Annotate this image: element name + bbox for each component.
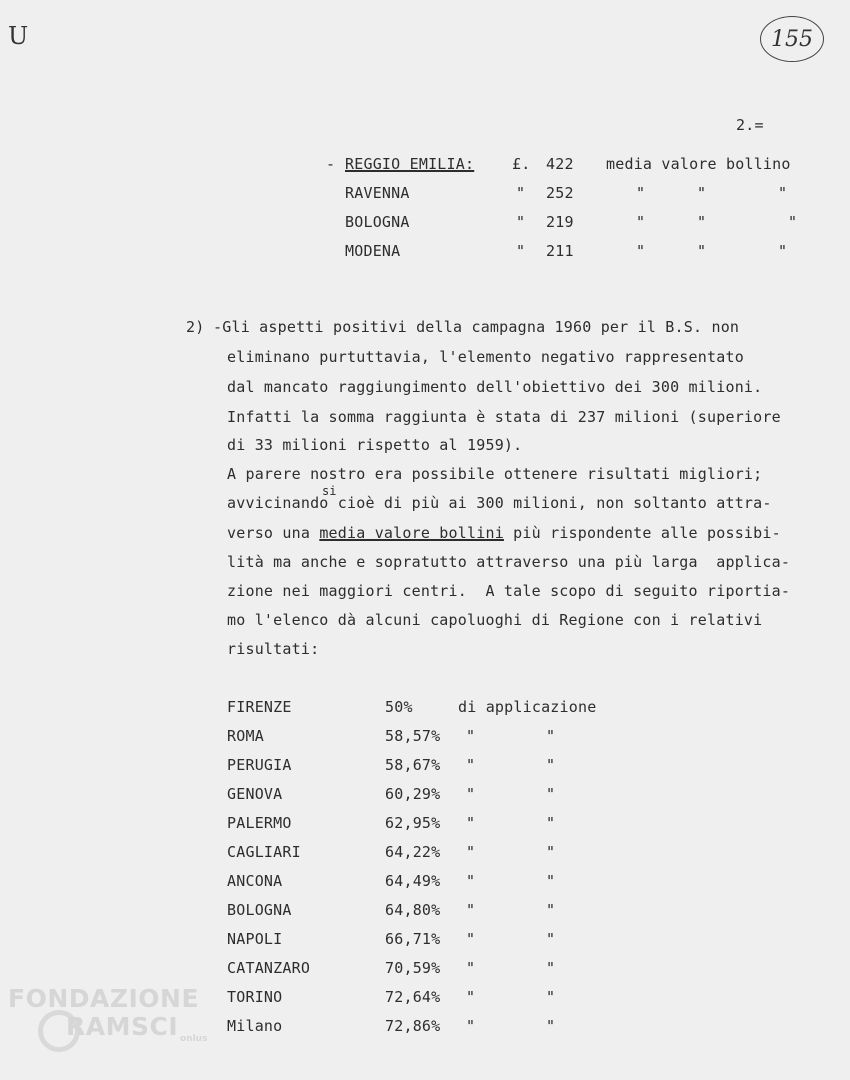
avg-value: 422 — [546, 155, 574, 173]
paragraph-line: A parere nostro era possibile ottenere risultati migliori; — [227, 465, 763, 483]
app-label: di applicazione — [458, 698, 597, 716]
app-pct: 58,57% — [385, 727, 441, 745]
paragraph-line: avvicinando cioè di più ai 300 milioni, non soltanto attra- — [227, 494, 772, 512]
app-city: GENOVA — [227, 785, 283, 803]
app-pct: 66,71% — [385, 930, 441, 948]
app-ditto: " — [546, 814, 556, 832]
paragraph-line: eliminano purtuttavia, l'elemento negativo rappresentato — [227, 348, 744, 366]
avg-ditto: " — [636, 184, 646, 202]
app-city: ANCONA — [227, 872, 283, 890]
avg-currency: £. — [512, 155, 531, 173]
app-ditto: " — [546, 727, 556, 745]
avg-ditto: " — [788, 213, 798, 231]
avg-value: 211 — [546, 242, 574, 260]
paragraph-line: dal mancato raggiungimento dell'obiettivo dei 300 milioni. — [227, 378, 763, 396]
avg-ditto: " — [636, 242, 646, 260]
app-ditto: " — [466, 959, 476, 977]
page-label: 2.= — [736, 116, 764, 134]
app-ditto: " — [466, 988, 476, 1006]
handwritten-corner-mark: U — [8, 22, 29, 50]
app-ditto: " — [466, 727, 476, 745]
handwritten-insert: si — [322, 484, 337, 498]
archive-page-number — [760, 16, 824, 62]
avg-desc: media valore bollino — [606, 155, 791, 173]
app-ditto: " — [546, 959, 556, 977]
app-city: CATANZARO — [227, 959, 311, 977]
section-number: 2) — [186, 318, 205, 336]
app-ditto: " — [466, 756, 476, 774]
app-city: CAGLIARI — [227, 843, 301, 861]
app-pct: 70,59% — [385, 959, 441, 977]
app-ditto: " — [546, 1017, 556, 1035]
avg-currency: " — [516, 242, 526, 260]
app-pct: 50% — [385, 698, 413, 716]
app-pct: 64,49% — [385, 872, 441, 890]
app-pct: 58,67% — [385, 756, 441, 774]
underlined-phrase: media valore bollini — [319, 524, 504, 542]
avg-city-text: REGGIO EMILIA: — [345, 155, 475, 173]
app-ditto: " — [546, 988, 556, 1006]
app-ditto: " — [546, 901, 556, 919]
watermark-line1: FONDAZIONE — [8, 984, 200, 1013]
app-pct: 72,86% — [385, 1017, 441, 1035]
app-ditto: " — [466, 872, 476, 890]
watermark-line2: RAMSCI — [66, 1012, 179, 1041]
avg-ditto: " — [778, 242, 788, 260]
app-city: PERUGIA — [227, 756, 292, 774]
avg-dash: - — [326, 155, 336, 173]
app-city: NAPOLI — [227, 930, 283, 948]
avg-ditto: " — [778, 184, 788, 202]
archive-page-number-text: 155 — [771, 26, 813, 52]
avg-city — [345, 155, 474, 173]
paragraph-line: mo l'elenco dà alcuni capoluoghi di Regione con i relativi — [227, 611, 763, 629]
app-ditto: " — [466, 785, 476, 803]
watermark-line3: onlus — [180, 1034, 208, 1044]
line-segment: più rispondente alle possibi- — [503, 524, 781, 542]
paragraph-line: lità ma anche e sopratutto attraverso una più larga applica- — [227, 553, 791, 571]
app-ditto: " — [466, 901, 476, 919]
avg-ditto: " — [697, 213, 707, 231]
app-ditto: " — [466, 843, 476, 861]
app-city: FIRENZE — [227, 698, 292, 716]
paragraph-line — [227, 524, 781, 542]
paragraph-line: zione nei maggiori centri. A tale scopo di seguito riportia- — [227, 582, 791, 600]
line-segment: verso una — [227, 524, 320, 542]
app-ditto: " — [546, 872, 556, 890]
app-pct: 60,29% — [385, 785, 441, 803]
avg-ditto: " — [636, 213, 646, 231]
app-ditto: " — [466, 814, 476, 832]
paragraph-line: -Gli aspetti positivi della campagna 1960 per il B.S. non — [213, 318, 740, 336]
app-city: Milano — [227, 1017, 283, 1035]
app-ditto: " — [466, 1017, 476, 1035]
app-ditto: " — [546, 756, 556, 774]
foundation-watermark — [8, 984, 208, 1054]
app-city: BOLOGNA — [227, 901, 292, 919]
avg-ditto: " — [697, 242, 707, 260]
app-pct: 62,95% — [385, 814, 441, 832]
avg-city: BOLOGNA — [345, 213, 410, 231]
paragraph-line: Infatti la somma raggiunta è stata di 237 milioni (superiore — [227, 408, 781, 426]
avg-value: 219 — [546, 213, 574, 231]
app-city: TORINO — [227, 988, 283, 1006]
app-city: ROMA — [227, 727, 264, 745]
avg-city: RAVENNA — [345, 184, 410, 202]
app-city: PALERMO — [227, 814, 292, 832]
app-ditto: " — [546, 785, 556, 803]
avg-ditto: " — [697, 184, 707, 202]
app-ditto: " — [466, 930, 476, 948]
app-pct: 64,80% — [385, 901, 441, 919]
app-pct: 72,64% — [385, 988, 441, 1006]
paragraph-line: risultati: — [227, 640, 320, 658]
avg-value: 252 — [546, 184, 574, 202]
avg-currency: " — [516, 213, 526, 231]
app-ditto: " — [546, 843, 556, 861]
app-ditto: " — [546, 930, 556, 948]
avg-city: MODENA — [345, 242, 401, 260]
paragraph-line: di 33 milioni rispetto al 1959). — [227, 436, 523, 454]
avg-currency: " — [516, 184, 526, 202]
app-pct: 64,22% — [385, 843, 441, 861]
